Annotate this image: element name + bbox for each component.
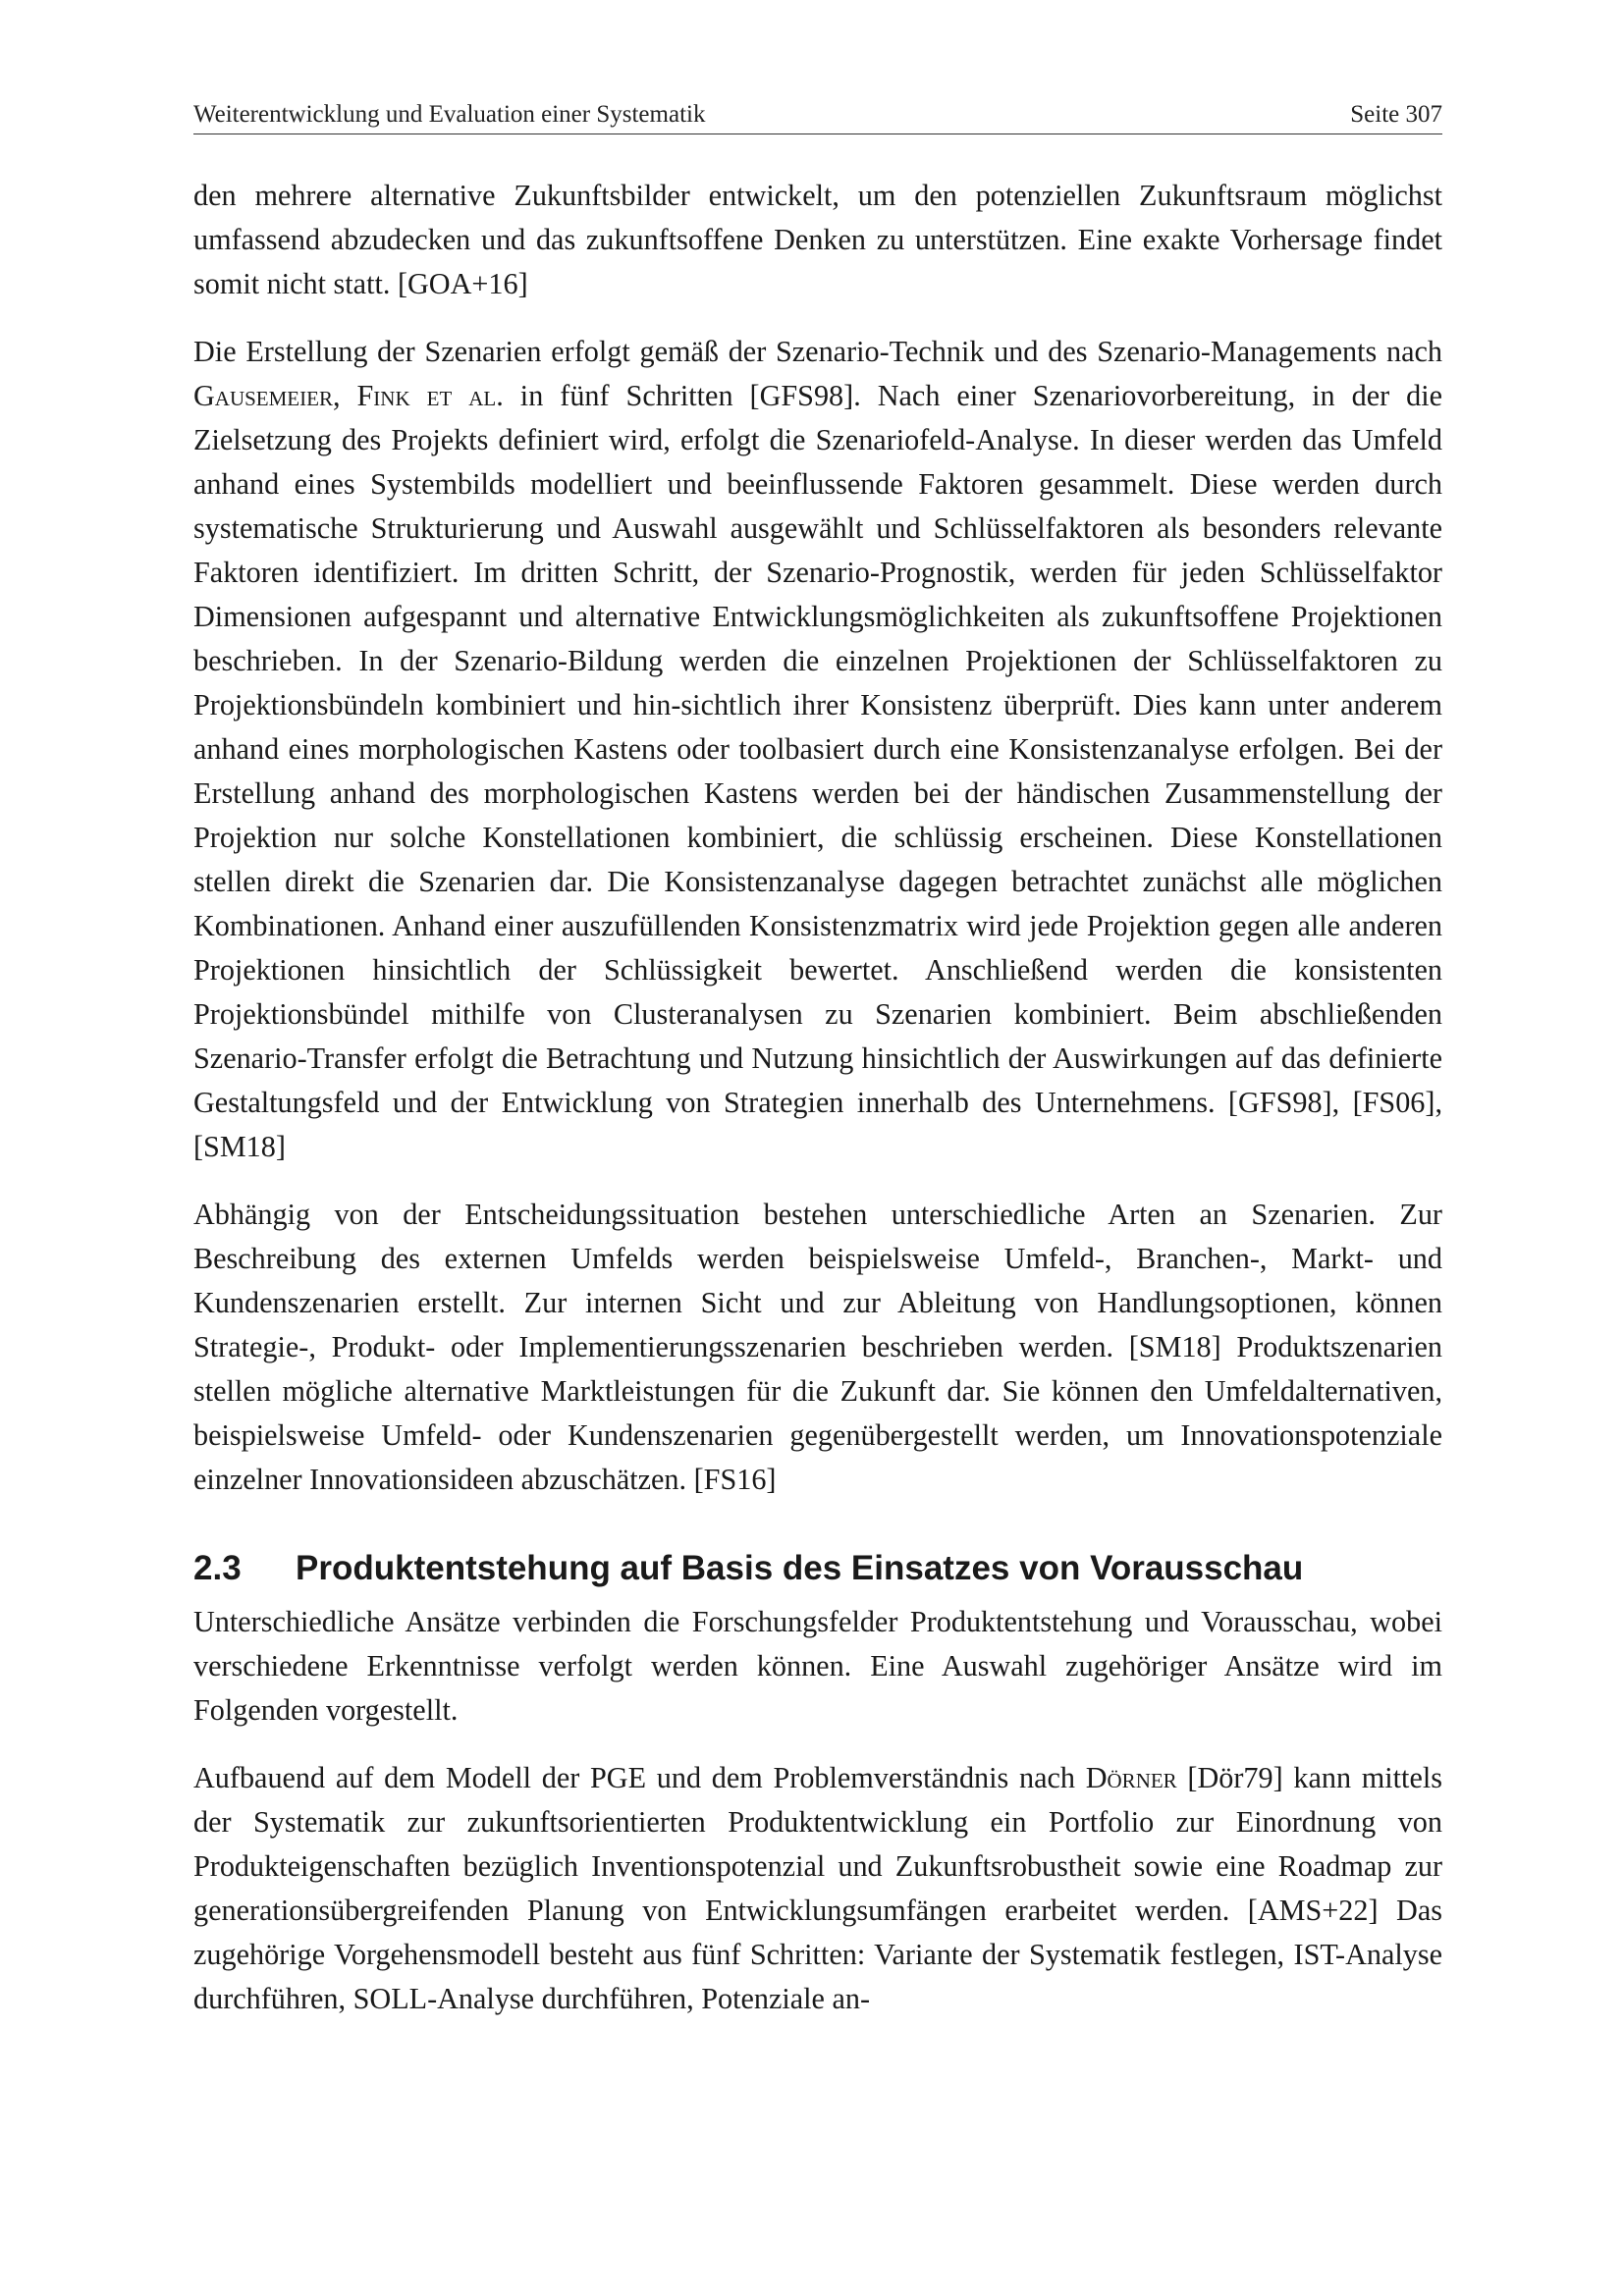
running-header xyxy=(193,100,1442,134)
author-separator: , xyxy=(332,379,357,412)
paragraph-2-after: in fünf Schritten [GFS98]. Nach einer Szenariovorbereitung, in der die Zielsetzung des Projekts definiert wird, erfolgt die Szenariofeld-Analyse. In dieser werden das Umfeld anhand eines Systembilds modelliert und beeinflussende Faktoren gesammelt. Diese werden durch systematische Strukturierung und Auswahl ausgewählt und Schlüsselfaktoren als besonders relevante Faktoren identifiziert. Im dritten Schritt, der Szenario-Prognostik, werden für jeden Schlüsselfaktor Dimensionen aufgespannt und alternative Entwicklungsmöglichkeiten als zukunftsoffene Projektionen beschrieben. In der Szenario-Bildung werden die einzelnen Projektionen der Schlüsselfaktoren zu Projektionsbündeln kombiniert und hin-sichtlich ihrer Konsistenz überprüft. Dies kann unter anderem anhand eines morphologischen Kastens oder toolbasiert durch eine Konsistenzanalyse erfolgen. Bei der Erstellung anhand des morphologischen Kastens werden bei der händischen Zusammenstellung der Projektion nur solche Konstellationen kombiniert, die schlüssig erscheinen. Diese Konstellationen stellen direkt die Szenarien dar. Die Konsistenzanalyse dagegen betrachtet zunächst alle möglichen Kombinationen. Anhand einer auszufüllenden Konsistenzmatrix wird jede Projektion gegen alle anderen Projektionen hinsichtlich der Schlüssigkeit bewertet. Anschließend werden die konsistenten Projektionsbündel mithilfe von Clusteranalysen zu Szenarien kombiniert. Beim abschließenden Szenario-Transfer erfolgt die Betrachtung und Nutzung hinsichtlich der Auswirkungen auf das definierte Gestaltungsfeld und der Entwicklung von Strategien innerhalb des Unternehmens. [GFS98], [FS06], [SM18] xyxy=(193,379,1443,1163)
page xyxy=(193,100,1442,2021)
paragraph-5-before: Aufbauend auf dem Modell der PGE und dem Problemverständnis nach xyxy=(193,1761,1086,1794)
section-heading xyxy=(193,1547,1442,1590)
section-number: 2.3 xyxy=(193,1549,242,1587)
paragraph-5-after: [Dör79] kann mittels der Systematik zur zukunftsorientierten Produktentwicklung ein Portfolio zur Einordnung von Produkteigenschaften bezüglich Inventionspotenzial und Zukunftsrobustheit sowie eine Roadmap zur generationsübergreifenden Planung von Entwicklungsumfängen erarbeitet werden. [AMS+22] Das zugehörige Vorgehensmodell besteht aus fünf Schritten: Variante der Systematik festlegen, IST-Analyse durchführen, SOLL-Analyse durchführen, Potenziale an- xyxy=(193,1761,1442,2015)
section-title: Produktentstehung auf Basis des Einsatzes von Vorausschau xyxy=(296,1549,1304,1587)
paragraph-2-before: Die Erstellung der Szenarien erfolgt gemäß der Szenario-Technik und des Szenario-Managements nach xyxy=(193,335,1442,368)
paragraph-5 xyxy=(193,1756,1442,2021)
author-gausemeier: Gausemeier xyxy=(193,379,333,412)
author-doerner: Dörner xyxy=(1085,1761,1177,1794)
paragraph-1: den mehrere alternative Zukunftsbilder entwickelt, um den potenziellen Zukunftsraum möglichst umfassend abzudecken und das zukunftsoffene Denken zu unterstützen. Eine exakte Vorhersage findet somit nicht statt. [GOA+16] xyxy=(193,179,1442,300)
page-number: Seite 307 xyxy=(1350,101,1442,128)
header-title: Weiterentwicklung und Evaluation einer Systematik xyxy=(193,101,706,128)
paragraph-2 xyxy=(193,330,1442,1169)
paragraph-3: Abhängig von der Entscheidungssituation bestehen unterschiedliche Arten an Szenarien. Zur Beschreibung des externen Umfelds werden beispielsweise Umfeld-, Branchen-, Markt- und Kundenszenarien erstellt. Zur internen Sicht und zur Ableitung von Handlungsoptionen, können Strategie-, Produkt- oder Implementierungsszenarien beschrieben werden. [SM18] Produktszenarien stellen mögliche alternative Marktleistungen für die Zukunft dar. Sie können den Umfeldalternativen, beispielsweise Umfeld- oder Kundenszenarien gegenübergestellt werden, um Innovationspotenziale einzelner Innovationsideen abzuschätzen. [FS16] xyxy=(193,1198,1442,1496)
author-fink: Fink et al. xyxy=(356,379,504,412)
paragraph-4: Unterschiedliche Ansätze verbinden die Forschungsfelder Produktentstehung und Vorausschau, wobei verschiedene Erkenntnisse verfolgt werden können. Eine Auswahl zugehöriger Ansätze wird im Folgenden vorgestellt. xyxy=(193,1605,1442,1727)
